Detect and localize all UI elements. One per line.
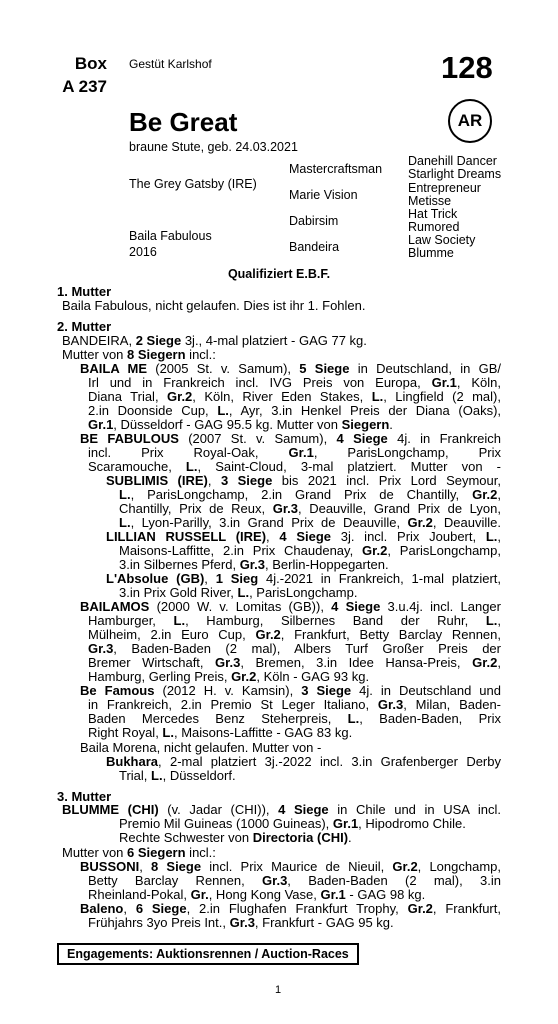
third-dam-line: BLUMME (CHI) (v. Jadar (CHI)), 4 Siege in Chile und in USA incl. (62, 802, 501, 817)
ggp-2: Starlight Dreams (408, 167, 502, 181)
third-dam-line: BUSSONI, 8 Siege incl. Prix Maurice de Nieuil, Gr.2, Longchamp, (80, 859, 501, 874)
progeny-line: Mülheim, 2.in Euro Cup, Gr.2, Frankfurt, Betty Barclay Rennen, (88, 627, 501, 642)
progeny-line: Scaramouche, L., Saint-Cloud, 3-mal platziert. Mutter von - (88, 459, 501, 474)
sire: The Grey Gatsby (IRE) (129, 177, 257, 191)
ggp-4: Metisse (408, 194, 452, 208)
progeny-line: L., Lyon-Parilly, 3.in Grand Prix de Deauville, Gr.2, Deauville. (119, 515, 502, 530)
page-number: 1 (275, 984, 282, 996)
progeny-line: Be Famous (2012 H. v. Kamsin), 3 Siege 4j. in Deutschland und (80, 683, 502, 698)
third-dam-line: Frühjahrs 3yo Preis Int., Gr.3, Frankfurt - GAG 95 kg. (88, 915, 394, 930)
third-dam-line: Mutter von 6 Siegern incl.: (62, 845, 216, 860)
progeny-line: Hamburg, Gerling Preis, Gr.2, Köln - GAG 93 kg. (88, 669, 370, 684)
second-dam-line: BANDEIRA, 2 Siege 3j., 4-mal platziert - GAG 77 kg. (62, 333, 367, 348)
ar-badge: AR (448, 99, 492, 143)
progeny-line: SUBLIMIS (IRE), 3 Siege bis 2021 incl. Prix Lord Seymour, (106, 473, 501, 488)
third-dam-heading: 3. Mutter (57, 789, 112, 804)
progeny-line: Baden Mercedes Benz Steherpreis, L., Baden-Baden, Prix (88, 711, 501, 726)
progeny-line: Trial, L., Düsseldorf. (119, 768, 236, 783)
progeny-line: Chantilly, Prix de Reux, Gr.3, Deauville, Grand Prix de Lyon, (119, 501, 501, 516)
ggp-8: Blumme (408, 246, 454, 260)
dam-sire: Dabirsim (289, 214, 339, 228)
progeny-line: Baila Morena, nicht gelaufen. Mutter von - (80, 740, 322, 755)
progeny-line: L., ParisLongchamp, 2.in Grand Prix de Chantilly, Gr.2, (119, 487, 501, 502)
progeny-line: 2.in Doonside Cup, L., Ayr, 3.in Henkel Preis der Diana (Oaks), (88, 403, 502, 418)
third-dam-line: Baleno, 6 Siege, 2.in Flughafen Frankfurt Trophy, Gr.2, Frankfurt, (80, 901, 501, 916)
progeny-line: in Frankreich, 2.in Premio St Leger Italiano, Gr.3, Milan, Baden- (88, 697, 502, 712)
box-label: Box (74, 54, 107, 73)
progeny-line: Hamburger, L., Hamburg, Silbernes Band der Ruhr, L., (88, 613, 501, 628)
dam: Baila Fabulous (129, 229, 212, 243)
progeny-line: Bukhara, 2-mal platziert 3j.-2022 incl. 3.in Grafenberger Derby (106, 754, 501, 769)
ggp-7: Law Society (408, 233, 476, 247)
progeny-line: 3.in Silbernes Pferd, Gr.3, Berlin-Hoppegarten. (119, 557, 389, 572)
progeny-line: incl. Prix Royal-Oak, Gr.1, ParisLongchamp, Prix (88, 445, 501, 460)
progeny-line: Maisons-Laffitte, 2.in Prix Chaudenay, Gr.2, ParisLongchamp, (119, 543, 501, 558)
third-dam-line: Rechte Schwester von Directoria (CHI). (119, 830, 352, 845)
box-number: A 237 (62, 77, 107, 96)
sire-sire: Mastercraftsman (289, 162, 383, 176)
engagements-box: Engagements: Auktionsrennen / Auction-Races (57, 943, 359, 965)
progeny-line: BAILA ME (2005 St. v. Samum), 5 Siege in Deutschland, in GB/ (80, 361, 501, 376)
progeny-line: Gr.1, Düsseldorf - GAG 95.5 kg. Mutter von Siegern. (88, 417, 393, 432)
progeny-line: BAILAMOS (2000 W. v. Lomitas (GB)), 4 Siege 3.u.4j. incl. Langer (80, 599, 501, 614)
first-dam-text: Baila Fabulous, nicht gelaufen. Dies ist ihr 1. Fohlen. (62, 298, 366, 313)
ggp-1: Danehill Dancer (408, 154, 497, 168)
lot-number: 128 (441, 50, 493, 85)
dam-year: 2016 (129, 245, 157, 259)
qualification: Qualifiziert E.B.F. (227, 267, 331, 281)
progeny-line: BE FABULOUS (2007 St. v. Samum), 4 Siege 4j. in Frankreich (80, 431, 502, 446)
progeny-line: 3.in Prix Gold River, L., ParisLongchamp. (119, 585, 358, 600)
first-dam-heading: 1. Mutter (57, 284, 112, 299)
progeny-line: Bremer Wirtschaft, Gr.3, Bremen, 3.in Idee Hansa-Preis, Gr.2, (88, 655, 501, 670)
third-dam-line: Rheinland-Pokal, Gr., Hong Kong Vase, Gr.1 - GAG 98 kg. (88, 887, 426, 902)
dam-dam: Bandeira (289, 240, 340, 254)
second-dam-heading: 2. Mutter (57, 319, 112, 334)
sire-dam: Marie Vision (289, 188, 358, 202)
third-dam-line: Betty Barclay Rennen, Gr.3, Baden-Baden (2 mal), 3.in (88, 873, 501, 888)
progeny-line: L'Absolue (GB), 1 Sieg 4j.-2021 in Frankreich, 1-mal platziert, (106, 571, 501, 586)
ggp-6: Rumored (408, 220, 460, 234)
third-dam-line: Premio Mil Guineas (1000 Guineas), Gr.1, Hipodromo Chile. (119, 816, 466, 831)
breeder: Gestüt Karlshof (129, 57, 212, 71)
ggp-5: Hat Trick (408, 207, 458, 221)
progeny-line: LILLIAN RUSSELL (IRE), 4 Siege 3j. incl. Prix Joubert, L., (106, 529, 502, 544)
progeny-line: Gr.3, Baden-Baden (2 mal), Albers Turf Großer Preis der (88, 641, 501, 656)
birth-info: braune Stute, geb. 24.03.2021 (129, 140, 298, 154)
progeny-line: Irl und in Frankreich incl. IVG Preis von Europa, Gr.1, Köln, (88, 375, 501, 390)
ggp-3: Entrepreneur (408, 181, 481, 195)
progeny-line: Diana Trial, Gr.2, Köln, River Eden Stakes, L., Lingfield (2 mal), (88, 389, 501, 404)
second-dam-line: Mutter von 8 Siegern incl.: (62, 347, 216, 362)
progeny-line: Right Royal, L., Maisons-Laffitte - GAG 83 kg. (88, 725, 353, 740)
horse-name: Be Great (129, 107, 238, 137)
